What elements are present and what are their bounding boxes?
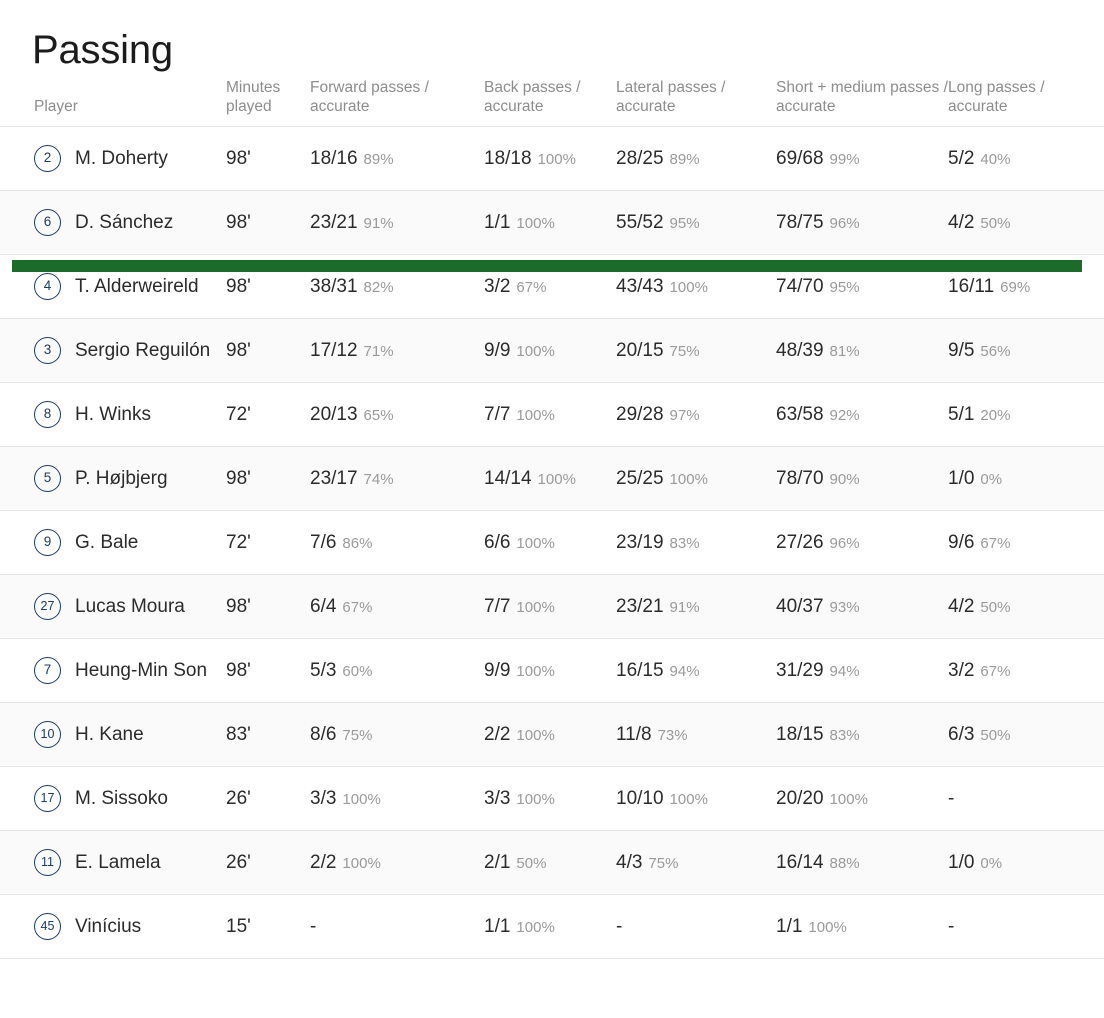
minutes-played-cell (226, 703, 310, 767)
back-passes-percent: 100% (516, 534, 555, 552)
back-passes-value: 2/1 (484, 851, 511, 873)
minutes-played-cell (226, 383, 310, 447)
short-medium-passes-percent: 96% (829, 214, 860, 232)
back-passes-cell (484, 639, 616, 703)
back-passes-value: 3/3 (484, 787, 511, 809)
forward-passes-value: 7/6 (310, 531, 337, 553)
back-passes-percent: 100% (516, 662, 555, 680)
player-cell (0, 511, 226, 575)
short-medium-passes-percent: 81% (829, 342, 860, 360)
long-passes-cell (948, 831, 1104, 895)
player-cell (0, 383, 226, 447)
back-passes-value: 1/1 (484, 915, 511, 937)
player-name: G. Bale (75, 531, 139, 553)
back-passes-value: 7/7 (484, 403, 511, 425)
long-passes-value: 4/2 (948, 595, 975, 617)
player-cell (0, 831, 226, 895)
column-header-minutes: Minutes played (226, 79, 281, 115)
long-passes-cell (948, 895, 1104, 959)
table-header (0, 78, 1104, 127)
back-passes-percent: 100% (516, 214, 555, 232)
minutes-played-value: 98' (226, 211, 251, 233)
lateral-passes-percent: 73% (657, 726, 688, 744)
long-passes-value: - (948, 915, 955, 937)
table-row[interactable] (0, 831, 1104, 895)
forward-passes-cell (310, 831, 484, 895)
passing-stats-table (0, 78, 1104, 959)
forward-passes-cell (310, 127, 484, 191)
lateral-passes-percent: 89% (669, 150, 700, 168)
player-cell (0, 639, 226, 703)
short-medium-passes-percent: 100% (808, 918, 847, 936)
long-passes-value: 6/3 (948, 723, 975, 745)
long-passes-value: 16/11 (948, 275, 995, 297)
shirt-number-badge: 9 (34, 529, 61, 556)
back-passes-cell (484, 191, 616, 255)
minutes-played-value: 26' (226, 787, 251, 809)
player-name: D. Sánchez (75, 211, 174, 233)
short-medium-passes-cell (776, 447, 948, 511)
lateral-passes-value: 29/28 (616, 403, 664, 425)
back-passes-percent: 100% (516, 726, 555, 744)
player-cell (0, 575, 226, 639)
minutes-played-value: 98' (226, 147, 251, 169)
long-passes-value: 5/2 (948, 147, 975, 169)
short-medium-passes-cell (776, 639, 948, 703)
long-passes-value: 3/2 (948, 659, 975, 681)
forward-passes-cell (310, 639, 484, 703)
lateral-passes-cell (616, 575, 776, 639)
long-passes-value: 5/1 (948, 403, 975, 425)
minutes-played-value: 98' (226, 339, 251, 361)
minutes-played-value: 72' (226, 403, 251, 425)
lateral-passes-percent: 94% (669, 662, 700, 680)
short-medium-passes-cell (776, 383, 948, 447)
shirt-number-badge: 2 (34, 145, 61, 172)
short-medium-passes-value: 78/70 (776, 467, 824, 489)
forward-passes-cell (310, 319, 484, 383)
back-passes-percent: 100% (516, 918, 555, 936)
long-passes-percent: 50% (980, 598, 1011, 616)
column-header-long-passes: Long passes / accurate (948, 79, 1045, 115)
lateral-passes-percent: 100% (669, 470, 708, 488)
lateral-passes-cell (616, 703, 776, 767)
long-passes-value: 1/0 (948, 467, 975, 489)
player-name: M. Doherty (75, 147, 168, 169)
back-passes-percent: 100% (516, 598, 555, 616)
short-medium-passes-cell (776, 703, 948, 767)
column-header-short-medium-passes: Short + medium passes / accurate (776, 79, 948, 115)
table-header-row (0, 78, 1104, 127)
player-name: Heung-Min Son (75, 659, 208, 681)
lateral-passes-value: 23/21 (616, 595, 664, 617)
lateral-passes-percent: 75% (669, 342, 700, 360)
back-passes-value: 3/2 (484, 275, 511, 297)
lateral-passes-percent: 95% (669, 214, 700, 232)
forward-passes-percent: 91% (363, 214, 394, 232)
shirt-number-badge: 17 (34, 785, 61, 812)
short-medium-passes-percent: 100% (829, 790, 868, 808)
lateral-passes-cell (616, 831, 776, 895)
shirt-number-badge: 3 (34, 337, 61, 364)
forward-passes-value: 6/4 (310, 595, 337, 617)
back-passes-cell (484, 127, 616, 191)
player-name: E. Lamela (75, 851, 161, 873)
player-cell (0, 447, 226, 511)
short-medium-passes-value: 16/14 (776, 851, 824, 873)
short-medium-passes-value: 74/70 (776, 275, 824, 297)
long-passes-cell (948, 639, 1104, 703)
back-passes-percent: 100% (516, 406, 555, 424)
table-row[interactable] (0, 191, 1104, 255)
long-passes-percent: 50% (980, 214, 1011, 232)
lateral-passes-value: 11/8 (616, 723, 652, 745)
minutes-played-value: 26' (226, 851, 251, 873)
back-passes-value: 7/7 (484, 595, 511, 617)
back-passes-cell (484, 575, 616, 639)
minutes-played-value: 98' (226, 659, 251, 681)
long-passes-cell (948, 383, 1104, 447)
table-row[interactable] (0, 447, 1104, 511)
forward-passes-value: 18/16 (310, 147, 358, 169)
forward-passes-cell (310, 767, 484, 831)
short-medium-passes-cell (776, 895, 948, 959)
forward-passes-value: 5/3 (310, 659, 337, 681)
back-passes-cell (484, 895, 616, 959)
long-passes-cell (948, 127, 1104, 191)
long-passes-cell (948, 703, 1104, 767)
minutes-played-cell (226, 127, 310, 191)
lateral-passes-cell (616, 383, 776, 447)
short-medium-passes-percent: 83% (829, 726, 860, 744)
short-medium-passes-cell (776, 831, 948, 895)
long-passes-value: 9/6 (948, 531, 975, 553)
lateral-passes-percent: 91% (669, 598, 700, 616)
player-cell (0, 703, 226, 767)
shirt-number-badge: 6 (34, 209, 61, 236)
player-name: T. Alderweireld (75, 275, 199, 297)
column-header-forward-passes: Forward passes / accurate (310, 79, 429, 115)
forward-passes-percent: 86% (342, 534, 373, 552)
table-row[interactable] (0, 127, 1104, 191)
back-passes-value: 1/1 (484, 211, 511, 233)
player-name: Lucas Moura (75, 595, 185, 617)
back-passes-percent: 100% (516, 342, 555, 360)
long-passes-value: 9/5 (948, 339, 975, 361)
long-passes-value: 1/0 (948, 851, 975, 873)
table-row[interactable] (0, 319, 1104, 383)
long-passes-value: 4/2 (948, 211, 975, 233)
player-name: Vinícius (75, 915, 142, 937)
shirt-number-badge: 10 (34, 721, 61, 748)
long-passes-percent: 40% (980, 150, 1011, 168)
page-title: Passing (32, 28, 173, 72)
long-passes-percent: 50% (980, 726, 1011, 744)
short-medium-passes-percent: 92% (829, 406, 860, 424)
lateral-passes-cell (616, 767, 776, 831)
table-row[interactable] (0, 895, 1104, 959)
player-cell (0, 319, 226, 383)
forward-passes-percent: 67% (342, 598, 373, 616)
short-medium-passes-value: 1/1 (776, 915, 803, 937)
minutes-played-cell (226, 575, 310, 639)
lateral-passes-cell (616, 895, 776, 959)
lateral-passes-value: 43/43 (616, 275, 664, 297)
lateral-passes-percent: 100% (669, 278, 708, 296)
minutes-played-cell (226, 447, 310, 511)
short-medium-passes-percent: 88% (829, 854, 860, 872)
player-cell (0, 895, 226, 959)
short-medium-passes-cell (776, 319, 948, 383)
back-passes-cell (484, 383, 616, 447)
back-passes-cell (484, 767, 616, 831)
forward-passes-percent: 65% (363, 406, 394, 424)
player-name: P. Højbjerg (75, 467, 168, 489)
long-passes-cell (948, 511, 1104, 575)
long-passes-percent: 20% (980, 406, 1011, 424)
forward-passes-cell (310, 447, 484, 511)
forward-passes-value: 23/21 (310, 211, 358, 233)
back-passes-value: 14/14 (484, 467, 532, 489)
short-medium-passes-cell (776, 767, 948, 831)
progress-bar[interactable] (12, 260, 1082, 272)
lateral-passes-percent: 100% (669, 790, 708, 808)
back-passes-percent: 100% (537, 150, 576, 168)
minutes-played-value: 98' (226, 467, 251, 489)
forward-passes-percent: 74% (363, 470, 394, 488)
minutes-played-value: 15' (226, 915, 251, 937)
minutes-played-value: 83' (226, 723, 251, 745)
table-row[interactable] (0, 511, 1104, 575)
column-header-lateral-passes: Lateral passes / accurate (616, 79, 726, 115)
forward-passes-value: 8/6 (310, 723, 337, 745)
forward-passes-value: 17/12 (310, 339, 358, 361)
column-header-player: Player (34, 98, 78, 115)
back-passes-percent: 50% (516, 854, 547, 872)
lateral-passes-percent: 97% (669, 406, 700, 424)
player-cell (0, 767, 226, 831)
minutes-played-value: 98' (226, 595, 251, 617)
short-medium-passes-cell (776, 511, 948, 575)
lateral-passes-cell (616, 127, 776, 191)
table-row[interactable] (0, 575, 1104, 639)
lateral-passes-cell (616, 639, 776, 703)
table-row[interactable] (0, 767, 1104, 831)
long-passes-cell (948, 319, 1104, 383)
forward-passes-cell (310, 511, 484, 575)
minutes-played-value: 98' (226, 275, 251, 297)
forward-passes-value: 2/2 (310, 851, 337, 873)
shirt-number-badge: 4 (34, 273, 61, 300)
short-medium-passes-cell (776, 575, 948, 639)
back-passes-cell (484, 511, 616, 575)
lateral-passes-value: 25/25 (616, 467, 664, 489)
back-passes-value: 6/6 (484, 531, 511, 553)
player-name: H. Winks (75, 403, 151, 425)
back-passes-value: 9/9 (484, 659, 511, 681)
forward-passes-value: 23/17 (310, 467, 358, 489)
lateral-passes-value: - (616, 915, 623, 937)
minutes-played-cell (226, 639, 310, 703)
back-passes-cell (484, 447, 616, 511)
player-name: Sergio Reguilón (75, 339, 211, 361)
minutes-played-cell (226, 895, 310, 959)
back-passes-percent: 67% (516, 278, 547, 296)
shirt-number-badge: 11 (34, 849, 61, 876)
player-cell (0, 127, 226, 191)
table-row[interactable] (0, 703, 1104, 767)
back-passes-cell (484, 319, 616, 383)
short-medium-passes-percent: 95% (829, 278, 860, 296)
back-passes-value: 18/18 (484, 147, 532, 169)
forward-passes-cell (310, 191, 484, 255)
lateral-passes-value: 55/52 (616, 211, 664, 233)
lateral-passes-cell (616, 319, 776, 383)
long-passes-percent: 56% (980, 342, 1011, 360)
lateral-passes-cell (616, 511, 776, 575)
minutes-played-cell (226, 511, 310, 575)
short-medium-passes-percent: 94% (829, 662, 860, 680)
forward-passes-value: 38/31 (310, 275, 358, 297)
long-passes-value: - (948, 787, 955, 809)
minutes-played-cell (226, 319, 310, 383)
short-medium-passes-value: 18/15 (776, 723, 824, 745)
short-medium-passes-value: 48/39 (776, 339, 824, 361)
forward-passes-percent: 100% (342, 854, 381, 872)
lateral-passes-value: 28/25 (616, 147, 664, 169)
lateral-passes-percent: 75% (648, 854, 679, 872)
player-name: H. Kane (75, 723, 144, 745)
short-medium-passes-percent: 96% (829, 534, 860, 552)
long-passes-percent: 67% (980, 662, 1011, 680)
lateral-passes-value: 10/10 (616, 787, 664, 809)
forward-passes-value: - (310, 915, 317, 937)
minutes-played-cell (226, 191, 310, 255)
short-medium-passes-percent: 90% (829, 470, 860, 488)
table-body (0, 127, 1104, 959)
forward-passes-cell (310, 703, 484, 767)
short-medium-passes-value: 20/20 (776, 787, 824, 809)
forward-passes-percent: 82% (363, 278, 394, 296)
back-passes-value: 2/2 (484, 723, 511, 745)
short-medium-passes-percent: 93% (829, 598, 860, 616)
lateral-passes-percent: 83% (669, 534, 700, 552)
short-medium-passes-value: 31/29 (776, 659, 824, 681)
shirt-number-badge: 45 (34, 913, 61, 940)
minutes-played-cell (226, 767, 310, 831)
forward-passes-percent: 75% (342, 726, 373, 744)
forward-passes-value: 3/3 (310, 787, 337, 809)
long-passes-percent: 0% (980, 470, 1003, 488)
lateral-passes-cell (616, 191, 776, 255)
short-medium-passes-cell (776, 127, 948, 191)
shirt-number-badge: 8 (34, 401, 61, 428)
long-passes-cell (948, 575, 1104, 639)
short-medium-passes-value: 63/58 (776, 403, 824, 425)
forward-passes-cell (310, 383, 484, 447)
forward-passes-value: 20/13 (310, 403, 358, 425)
shirt-number-badge: 5 (34, 465, 61, 492)
short-medium-passes-value: 40/37 (776, 595, 824, 617)
minutes-played-value: 72' (226, 531, 251, 553)
table-row[interactable] (0, 383, 1104, 447)
forward-passes-cell (310, 895, 484, 959)
long-passes-percent: 67% (980, 534, 1011, 552)
forward-passes-percent: 89% (363, 150, 394, 168)
forward-passes-percent: 100% (342, 790, 381, 808)
short-medium-passes-value: 78/75 (776, 211, 824, 233)
back-passes-value: 9/9 (484, 339, 511, 361)
forward-passes-percent: 60% (342, 662, 373, 680)
shirt-number-badge: 27 (34, 593, 61, 620)
shirt-number-badge: 7 (34, 657, 61, 684)
back-passes-cell (484, 703, 616, 767)
long-passes-percent: 69% (1000, 278, 1031, 296)
back-passes-percent: 100% (537, 470, 576, 488)
lateral-passes-value: 20/15 (616, 339, 664, 361)
lateral-passes-value: 16/15 (616, 659, 664, 681)
short-medium-passes-value: 27/26 (776, 531, 824, 553)
long-passes-percent: 0% (980, 854, 1003, 872)
long-passes-cell (948, 447, 1104, 511)
forward-passes-cell (310, 575, 484, 639)
lateral-passes-value: 23/19 (616, 531, 664, 553)
lateral-passes-cell (616, 447, 776, 511)
lateral-passes-value: 4/3 (616, 851, 643, 873)
forward-passes-percent: 71% (363, 342, 394, 360)
column-header-back-passes: Back passes / accurate (484, 79, 581, 115)
long-passes-cell (948, 767, 1104, 831)
long-passes-cell (948, 191, 1104, 255)
short-medium-passes-percent: 99% (829, 150, 860, 168)
player-cell (0, 191, 226, 255)
short-medium-passes-value: 69/68 (776, 147, 824, 169)
back-passes-cell (484, 831, 616, 895)
back-passes-percent: 100% (516, 790, 555, 808)
player-name: M. Sissoko (75, 787, 168, 809)
short-medium-passes-cell (776, 191, 948, 255)
table-row[interactable] (0, 639, 1104, 703)
minutes-played-cell (226, 831, 310, 895)
